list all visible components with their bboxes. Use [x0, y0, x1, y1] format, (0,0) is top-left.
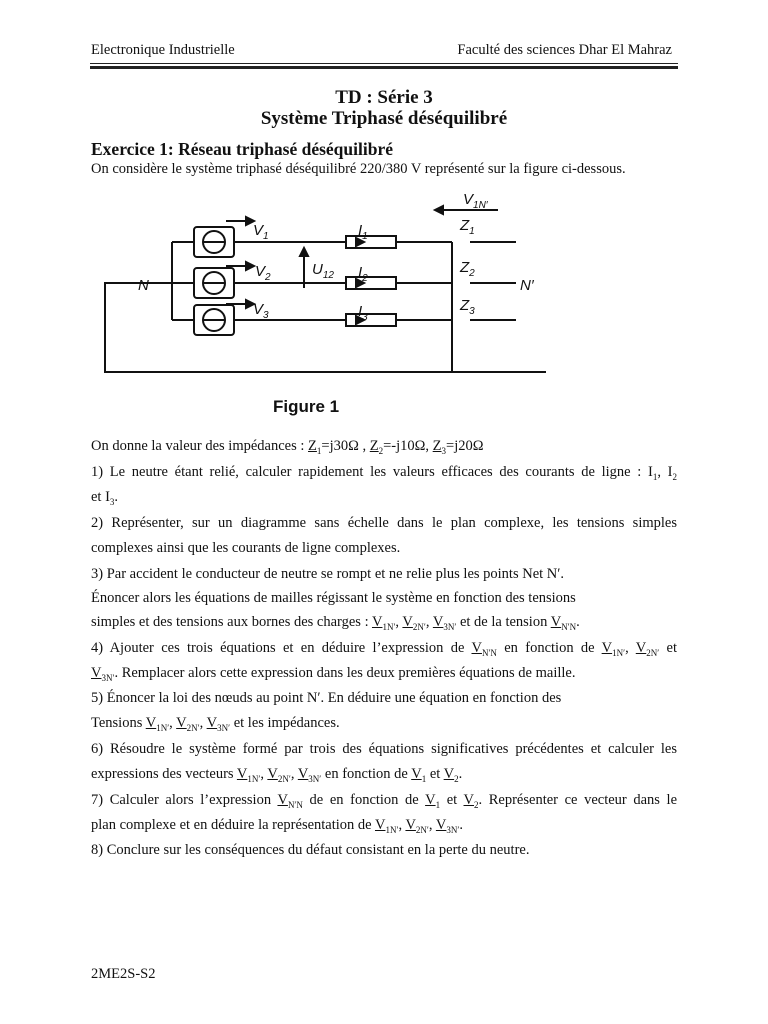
header-rule [90, 63, 678, 69]
figure-caption: Figure 1 [273, 397, 340, 416]
label-z1: $Z_1$ [460, 217, 475, 237]
label-v3: $V_3$ [253, 301, 269, 321]
impedance-z3 [346, 314, 396, 326]
label-v1: $V_1$ [253, 222, 269, 242]
question-4-line-1: 4) Ajouter ces trois équations et en déduire l’expression de $V_{N'N}$ en fonction de $V_{1N'}$, $V_{2N'}$ et [91, 640, 677, 658]
question-3-line-3: simples et des tensions aux bornes des charges : $V_{1N'}$, $V_{2N'}$, $V_{3N'}$ et de la tension $V_{N'N}$. [91, 614, 580, 632]
impedance-values: On donne la valeur des impédances : $Z_1=j30\Omega$ , $Z_2=-j10\Omega$, $Z_3=j20\Omega$ [91, 438, 484, 456]
question-1-line-1: 1) Le neutre étant relié, calculer rapidement les valeurs efficaces des courants de ligne : $I_1$, $I_2$ [91, 464, 677, 482]
question-3-line-2: Énoncer alors les équations de mailles régissant le système en fonction des tensions [91, 590, 576, 606]
label-v1n: $V_{1N'}$ [463, 191, 488, 211]
page-title: TD : Série 3 [335, 87, 433, 108]
question-1-line-2: et $I_3$. [91, 489, 119, 507]
question-4-line-2: $V_{3N'}$. Remplacer alors cette expression dans les deux premières équations de maille. [91, 665, 576, 683]
label-i2: $I_2$ [358, 264, 368, 284]
label-i1: $I_1$ [358, 222, 368, 242]
circuit-figure [98, 190, 534, 418]
label-v2: $V_2$ [255, 263, 271, 283]
label-i3: $I_3$ [358, 303, 368, 323]
footer-code: 2ME2S-S2 [91, 966, 156, 982]
question-7-line-2: plan complexe et en déduire la représentation de $V_{1N'}$, $V_{2N'}$, $V_{3N'}$. [91, 817, 463, 835]
question-7-line-1: 7) Calculer alors l’expression $V_{N'N}$ de en fonction de $V_1$ et $V_2$. Représenter ce vecteur dans le [91, 792, 678, 810]
node-nprime: N′ [520, 277, 534, 294]
question-6-line-1: 6) Résoudre le système formé par trois des équations significatives précédentes et calculer les [91, 741, 677, 757]
intro-text: On considère le système triphasé déséquilibré 220/380 V représenté sur la figure ci-dessous. [91, 161, 626, 177]
question-2-line-1: 2) Représenter, sur un diagramme sans échelle dans le plan complexe, les tensions simples [91, 515, 677, 531]
exercise-title: Exercice 1: Réseau triphasé déséquilibré [91, 139, 393, 159]
header-faculty: Faculté des sciences Dhar El Mahraz [457, 42, 672, 58]
question-5-line-1: 5) Énoncer la loi des nœuds au point N′. En déduire une équation en fonction des [91, 690, 562, 706]
label-z3: $Z_3$ [460, 297, 475, 317]
question-8: 8) Conclure sur les conséquences du défaut consistant en la perte du neutre. [91, 842, 530, 858]
question-5-line-2: Tensions $V_{1N'}$, $V_{2N'}$, $V_{3N'}$ et les impédances. [91, 715, 340, 733]
impedance-z1 [346, 236, 396, 248]
node-n: N [138, 277, 149, 294]
question-6-line-2: expressions des vecteurs $V_{1N'}$, $V_{2N'}$, $V_{3N'}$ en fonction de $V_1$ et $V_2$. [91, 766, 463, 784]
label-u12: $U_{12}$ [312, 261, 334, 281]
impedance-z2 [346, 277, 396, 289]
page-subtitle: Système Triphasé déséquilibré [260, 108, 508, 129]
header-course: Electronique Industrielle [91, 42, 235, 58]
question-2-line-2: complexes ainsi que les courants de ligne complexes. [91, 540, 401, 556]
question-3-line-1: 3) Par accident le conducteur de neutre se rompt et ne relie plus les points Net N′. [91, 566, 565, 582]
label-z2: $Z_2$ [460, 259, 475, 279]
